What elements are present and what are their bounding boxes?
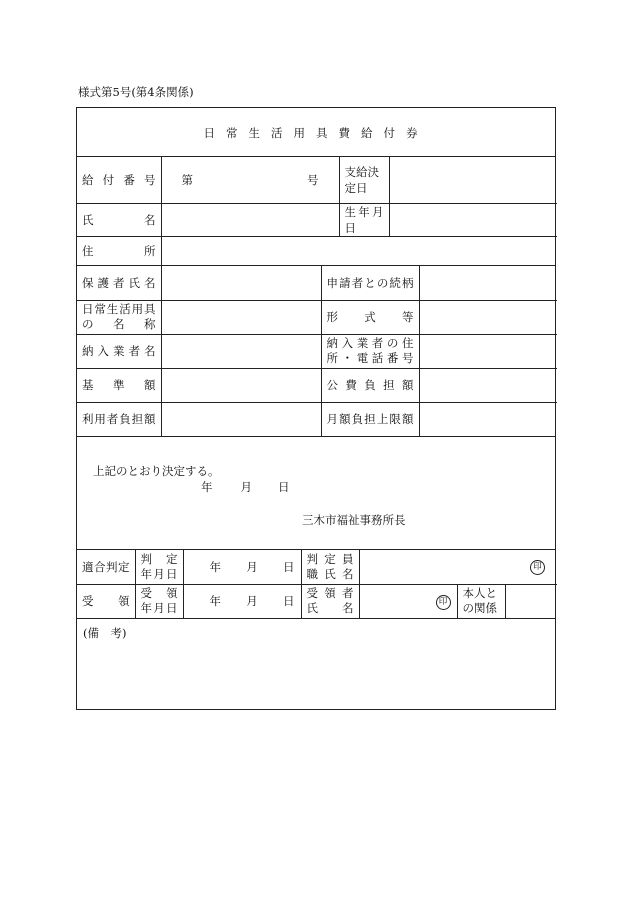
benefit-voucher-form — [76, 107, 556, 710]
relation-applicant-field[interactable] — [419, 266, 557, 300]
monthly-limit-field[interactable] — [419, 402, 557, 436]
base-amount-field[interactable] — [161, 368, 321, 402]
user-burden-label: 利用者負担額 — [77, 402, 161, 436]
guardian-label: 保護者氏名 — [77, 266, 161, 300]
judgment-label: 適合判定 — [77, 550, 135, 584]
seal-stamp: 印 — [530, 560, 545, 575]
dai-label: 第 — [181, 172, 193, 187]
supplier-field[interactable] — [161, 334, 321, 368]
issuer-name: 三木市福祉事務所長 — [302, 513, 406, 527]
relation-label: 本人と の関係 — [457, 584, 505, 618]
decision-statement: 上記のとおり決定する。 — [93, 464, 220, 478]
form-reference: 様式第5号(第4条関係) — [78, 85, 194, 99]
public-burden-field[interactable] — [419, 368, 557, 402]
address-field[interactable] — [161, 236, 557, 265]
supplier-label: 納入業者名 — [77, 334, 161, 368]
go-label: 号 — [307, 172, 319, 187]
seal-stamp: 印 — [436, 595, 451, 610]
applicant-section — [76, 157, 556, 266]
decision-date-field[interactable] — [389, 157, 557, 203]
receipt-date-field[interactable]: 年月日 — [183, 584, 301, 618]
receipt-label: 受領 — [77, 584, 135, 618]
monthly-limit-label: 月額負担上限額 — [321, 402, 419, 436]
judgment-receipt-section — [76, 550, 556, 619]
receiver-name-label: 受領者 氏名 — [301, 584, 359, 618]
user-burden-field[interactable] — [161, 402, 321, 436]
judge-date-field[interactable]: 年月日 — [183, 550, 301, 584]
remarks-section[interactable] — [76, 619, 556, 710]
base-amount-label: 基準額 — [77, 368, 161, 402]
guardian-field[interactable] — [161, 266, 321, 300]
name-field[interactable] — [161, 203, 339, 236]
equipment-section — [76, 266, 556, 437]
dob-field[interactable] — [389, 203, 557, 236]
equipment-name-field[interactable] — [161, 300, 321, 334]
model-field[interactable] — [419, 300, 557, 334]
remarks-label: (備 考) — [83, 626, 127, 640]
benefit-number-label: 給付番号 — [77, 157, 161, 203]
decision-section — [76, 437, 556, 550]
judge-name-field[interactable] — [359, 550, 557, 584]
form-title: 日常生活用具費給付券 — [76, 107, 556, 157]
public-burden-label: 公費負担額 — [321, 368, 419, 402]
equipment-name-label: 日常生活用具 の名称 — [77, 300, 161, 334]
model-label: 形式等 — [321, 300, 419, 334]
judge-date-label: 判定 年月日 — [135, 550, 183, 584]
dob-label: 生年月日 — [339, 203, 389, 236]
receiver-name-field[interactable] — [359, 584, 457, 618]
benefit-number-field[interactable] — [161, 157, 339, 203]
name-label: 氏名 — [77, 203, 161, 236]
address-label: 住所 — [77, 236, 161, 265]
relation-field[interactable] — [505, 584, 557, 618]
decision-date-line: 年 月 日 — [201, 480, 290, 494]
relation-applicant-label: 申請者との続柄 — [321, 266, 419, 300]
receipt-date-label: 受領 年月日 — [135, 584, 183, 618]
supplier-address-label: 納入業者の住 所・電話番号 — [321, 334, 419, 368]
judge-name-label: 判定員 職氏名 — [301, 550, 359, 584]
supplier-address-field[interactable] — [419, 334, 557, 368]
decision-date-label: 支給決定日 — [339, 157, 389, 203]
